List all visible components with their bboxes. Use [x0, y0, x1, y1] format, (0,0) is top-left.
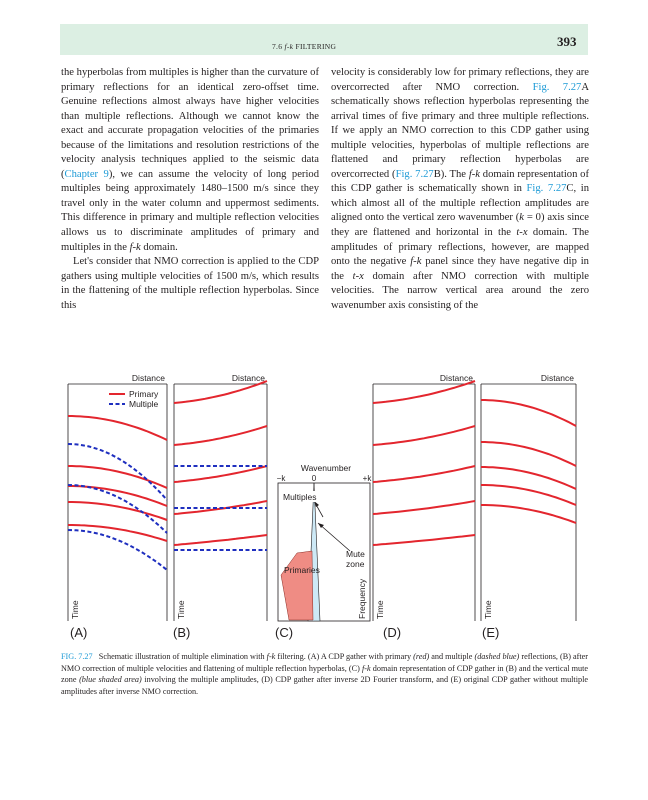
left-column — [61, 66, 319, 313]
mute-label-1: Mute — [346, 549, 365, 559]
primary-reflection — [373, 535, 475, 545]
italic-term: k — [519, 212, 524, 224]
section-title: FILTERING — [295, 42, 337, 51]
italic-term: t-x — [516, 227, 528, 239]
caption-text: reflections, (B) after NMO correction of multiple velocities and flattening of multiple reflection hyperbolas, (C) — [61, 652, 588, 673]
legend-primary-label: Primary — [129, 389, 159, 399]
distance-axis-label: Distance — [131, 373, 165, 383]
figure-caption — [61, 651, 588, 697]
primary-reflection — [373, 426, 475, 445]
primary-reflection — [68, 466, 167, 488]
italic-term: f-k — [129, 241, 141, 253]
figure-link[interactable]: Fig. 7.27 — [532, 81, 582, 93]
multiples-label: Multiples — [283, 492, 317, 502]
caption-text: filtering. (A) A CDP gather with primary — [275, 652, 414, 661]
page-number: 393 — [557, 34, 577, 49]
primaries-label: Primaries — [284, 565, 320, 575]
neg-k-label: −k — [276, 474, 286, 483]
italic-term: t-x — [352, 270, 364, 282]
panels — [68, 373, 576, 640]
text-run: = 0) axis since they are flattened and horizontal in the — [331, 212, 590, 239]
caption-italic: f-k — [266, 652, 276, 661]
running-head — [272, 42, 336, 51]
primary-reflection — [68, 416, 167, 440]
italic-term: f-k — [410, 256, 422, 268]
panel-label: (E) — [482, 625, 500, 640]
text-run: C, in which almost all of the multiple reflection amplitudes are aligned onto the vertical zero wavenumber ( — [331, 183, 589, 224]
mute-pointer — [318, 523, 350, 551]
section-title-italic: f-k — [284, 42, 294, 51]
panel-label: (B) — [173, 625, 191, 640]
caption-label: FIG. 7.27 — [61, 652, 93, 661]
distance-axis-label: Distance — [540, 373, 574, 383]
figure-link[interactable]: Fig. 7.27 — [526, 183, 567, 195]
frequency-axis-label: Frequency — [357, 578, 367, 619]
primary-reflection — [481, 442, 576, 466]
caption-text: involving the multiple amplitudes, (D) CDP gather after inverse 2D Fourier transform, and (E) original CDP gather without multiple amplitudes after inverse NMO correction. — [61, 675, 588, 696]
panel-label: (D) — [383, 625, 402, 640]
primary-reflection — [174, 426, 267, 445]
time-axis-label: Time — [70, 600, 80, 619]
right-column — [331, 66, 589, 313]
figure-svg — [0, 370, 648, 652]
primary-reflection — [481, 400, 576, 426]
section-number: 7.6 — [272, 42, 283, 51]
distance-axis-label: Distance — [439, 373, 473, 383]
chapter-link[interactable]: Chapter 9 — [64, 168, 109, 180]
panel-label: (A) — [70, 625, 88, 640]
primary-reflection — [373, 466, 475, 482]
caption-text: and multiple — [429, 652, 475, 661]
caption-italic: (red) — [413, 652, 430, 661]
distance-axis-label: Distance — [231, 373, 265, 383]
text-run: velocity is considerably low for primary reflections, they are overcorrected after NMO correction. — [331, 67, 589, 93]
pos-k-label: +k — [362, 474, 372, 483]
time-axis-label: Time — [483, 600, 493, 619]
primary-reflection — [68, 502, 167, 520]
caption-italic: f-k — [361, 663, 371, 673]
primaries-zone — [281, 551, 313, 620]
primary-reflection — [373, 501, 475, 514]
mute-label-2: zone — [346, 559, 365, 569]
text-run: domain. — [140, 241, 178, 253]
figure-link[interactable]: Fig. 7.27 — [395, 168, 434, 180]
figure-7-27 — [0, 370, 648, 652]
paragraph — [61, 255, 319, 313]
legend — [109, 389, 159, 409]
panel-c-fk — [277, 463, 373, 621]
text-run: Let's consider that NMO correction is applied to the CDP gathers using multiple velocities of 1500 m/s, which results in the flattening of the multiple reflection hyperbolas. Since this — [61, 256, 319, 311]
caption-italic: (blue shaded area) — [79, 675, 142, 684]
caption-text: domain representation of CDP gather in (B) and the vertical mute zone — [61, 663, 588, 684]
text-run: panel since they have negative dip in the — [331, 256, 589, 282]
paragraph — [61, 66, 319, 255]
italic-term: f-k — [468, 168, 480, 180]
text-run: domain after NMO correction with multiple velocities. The narrow vertical area around the zero wavenumber axis consisting of the — [331, 270, 589, 311]
text-run: domain. The amplitudes of primary reflections, however, are mapped onto the negative — [331, 227, 589, 268]
primary-reflection — [174, 466, 267, 482]
zero-label: 0 — [311, 474, 317, 483]
wavenumber-label: Wavenumber — [300, 463, 352, 473]
caption-italic: (dashed blue) — [474, 652, 520, 661]
primary-reflection — [174, 535, 267, 545]
paragraph — [331, 66, 589, 313]
primary-reflection — [481, 505, 576, 523]
text-run: ), we can assume the velocity of long period multiples being approximately 1480–1500 m/s since they travel only in the water column and uppermost sediments. This difference in primary and multiple reflection velocities allows us to discriminate amplitudes of primary and multiples in the — [61, 168, 319, 253]
primary-reflection — [68, 525, 167, 541]
text-run: domain representation of this CDP gather is schematically shown in — [331, 168, 589, 195]
caption-text: Schematic illustration of multiple elimination with — [98, 652, 267, 661]
text-run: A schematically shows reflection hyperbolas representing the arrival times of five primary and three multiple reflections. If we apply an NMO correction to this CDP gather using multiple velocities, hyperbolas of multiple reflections are flattened and primary reflection hyperbolas are overcorrected ( — [331, 81, 590, 180]
time-axis-label: Time — [176, 600, 186, 619]
text-run: the hyperbolas from multiples is higher than the curvature of primary reflections for an identical zero-offset time. Genuine reflections almost always have higher velocities than multiple reflections. Although we cannot know the exact and accurate propagation velocities of the primaries because of the limitations and resolution restrictions of the velocity analysis techniques applied to the seismic data ( — [61, 67, 319, 180]
legend-multiple-label: Multiple — [129, 399, 159, 409]
primary-reflection — [481, 485, 576, 505]
text-run: B). The — [433, 168, 469, 180]
panel-label: (C) — [275, 625, 294, 640]
time-axis-label: Time — [375, 600, 385, 619]
